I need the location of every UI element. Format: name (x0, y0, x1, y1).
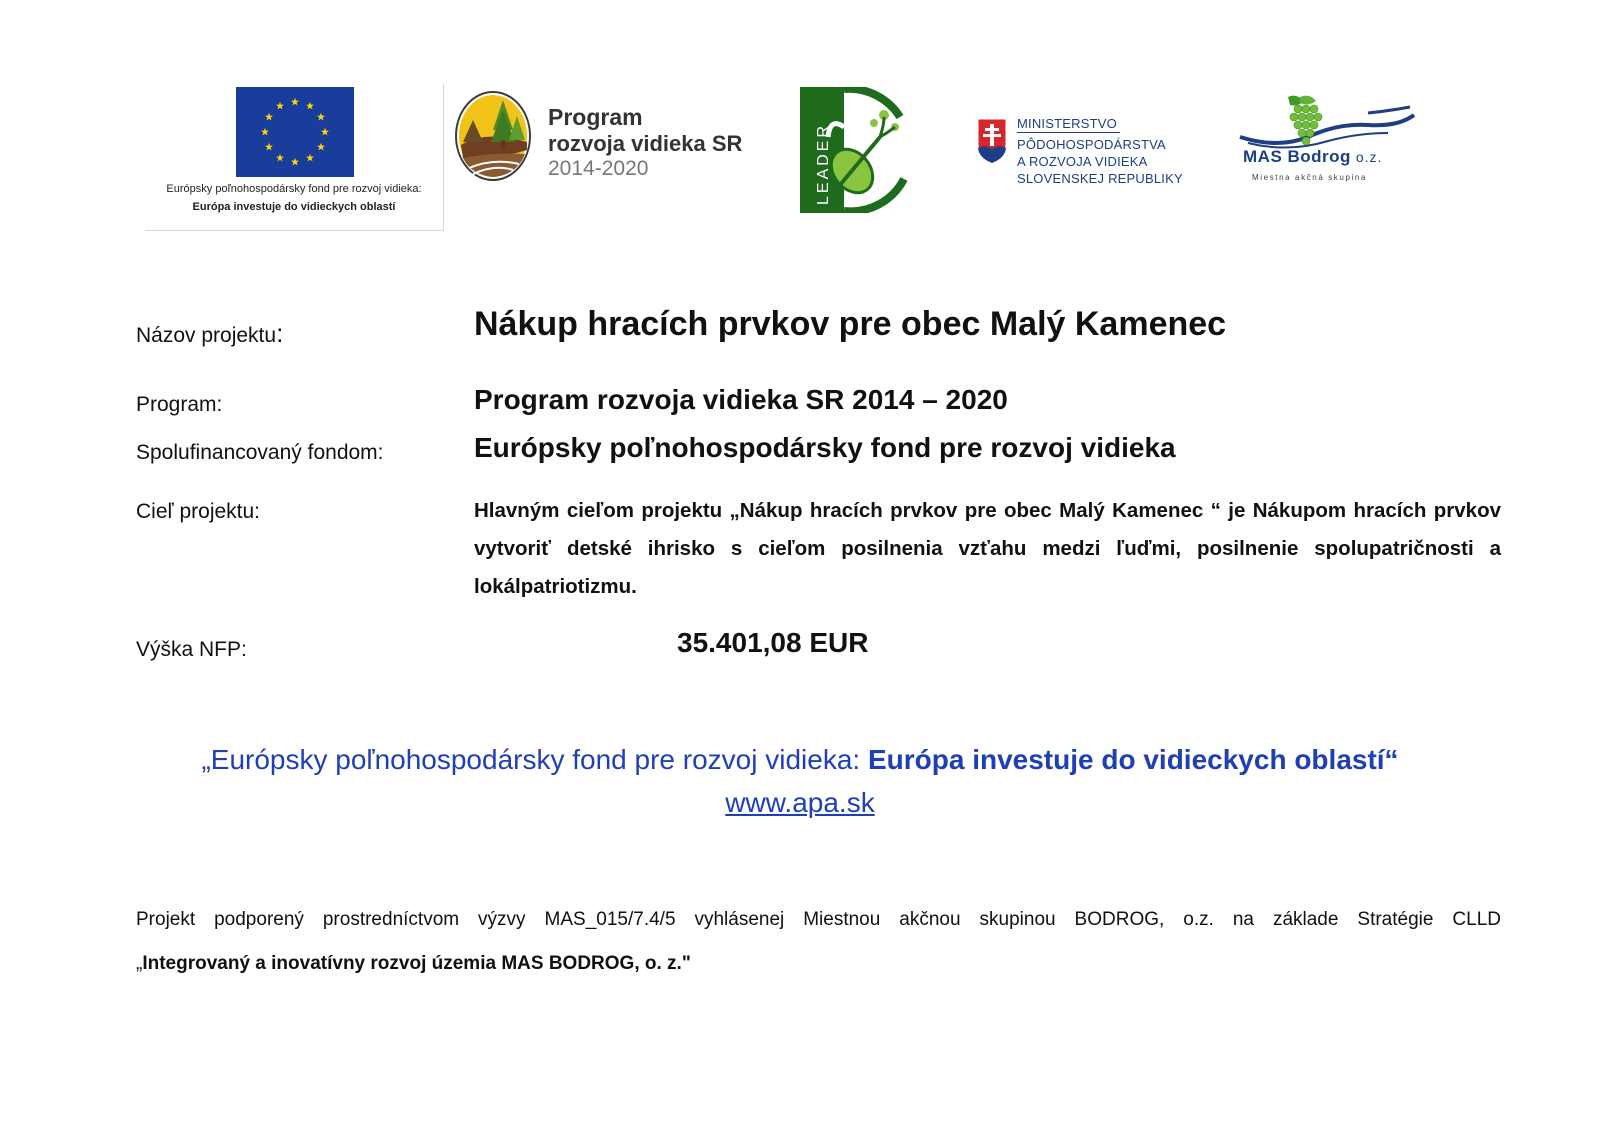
project-name-label (136, 318, 283, 349)
program-logo-line2: rozvoja vidieka SR (548, 131, 743, 156)
website-link[interactable]: www.apa.sk (725, 787, 875, 818)
rural-development-program-logo (455, 90, 755, 190)
eu-fund-logo (145, 84, 444, 231)
program-label: Program: (136, 393, 223, 416)
project-name-label-colon: : (276, 318, 284, 348)
project-goal-text: Hlavným cieľom projektu „Nákup hracích prvkov pre obec Malý Kamenec “ je Nákupom hracích prvkov vytvoriť detské ihrisko s cieľom posilnenia vzťahu medzi ľuďmi, posilnenie spolupatričnosti a lokálpatriotizmu. (474, 499, 1501, 598)
program-logo-years: 2014-2020 (548, 157, 649, 180)
mas-logo-name-suffix: o.z. (1350, 149, 1383, 165)
ministry-logo (977, 116, 1197, 196)
slovak-coat-of-arms-icon (977, 118, 1007, 164)
program-value: Program rozvoja vidieka SR 2014 – 2020 (474, 384, 1008, 415)
ministry-logo-line2: PÔDOHOSPODÁRSTVA (1017, 137, 1166, 152)
leader-logo-text: LEADER (815, 122, 832, 205)
eu-caption-line1: Európsky poľnohospodársky fond pre rozvoj vidieka: (166, 183, 422, 195)
eu-slogan-part2: Európa investuje do vidieckych oblastí“ (867, 744, 1399, 775)
nfp-amount-label: Výška NFP: (136, 638, 247, 661)
cofinanced-label: Spolufinancovaný fondom: (136, 441, 384, 464)
ministry-logo-underline (1017, 132, 1120, 133)
project-name-label-text: Názov projektu (136, 324, 277, 347)
website-line (0, 787, 1600, 819)
landscape-emblem-icon (455, 90, 535, 185)
footer-call-text: Projekt podporený prostredníctvom výzvy MAS_015/7.4/5 vyhlásenej Miestnou akčnou skupinou BODROG, o.z. na základe Stratégie CLLD (136, 909, 1501, 930)
mas-logo-name (1243, 147, 1382, 167)
eu-slogan-part1: „Európsky poľnohospodársky fond pre rozvoj vidieka: (201, 744, 868, 775)
footer-strategy-prefix: „ (136, 953, 143, 974)
project-goal-label: Cieľ projektu: (136, 500, 261, 523)
mas-logo-name-bold: MAS Bodrog (1243, 147, 1351, 166)
nfp-amount-value: 35.401,08 EUR (677, 627, 869, 658)
eu-caption-line2: Európa investuje do vidieckych oblastí (192, 201, 396, 213)
eu-flag-icon (236, 87, 354, 177)
project-name-value: Nákup hracích prvkov pre obec Malý Kamenec (474, 305, 1227, 343)
ministry-logo-line1: MINISTERSTVO (1017, 116, 1117, 131)
mas-logo-subtitle: Miestna akčná skupina (1252, 173, 1367, 182)
program-logo-line1: Program (548, 104, 643, 130)
leader-logo (800, 87, 910, 213)
ministry-logo-line3: A ROZVOJA VIDIEKA (1017, 154, 1148, 169)
footer-strategy-text (136, 953, 691, 975)
eu-slogan (0, 744, 1600, 776)
grapes-river-icon (1238, 93, 1416, 153)
footer-strategy-name: Integrovaný a inovatívny rozvoj územia MAS BODROG, o. z." (142, 953, 691, 974)
cofinanced-value: Európsky poľnohospodársky fond pre rozvoj vidieka (474, 432, 1176, 463)
ministry-logo-line4: SLOVENSKEJ REPUBLIKY (1017, 171, 1183, 186)
mas-bodrog-logo (1238, 93, 1418, 188)
logo-strip (0, 0, 1600, 240)
